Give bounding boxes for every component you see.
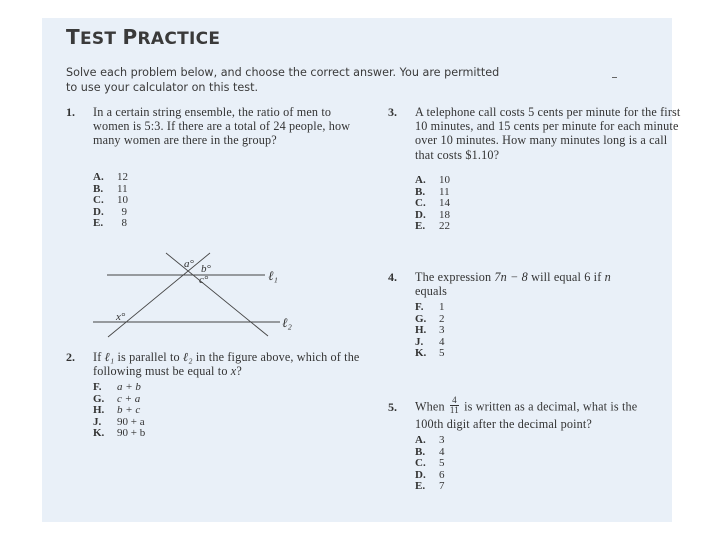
choice-e[interactable] (415, 481, 445, 493)
angle-b-label: b° (201, 263, 211, 275)
choice-label: C. (415, 197, 426, 210)
parallel-lines-figure (80, 250, 310, 345)
stray-mark (612, 77, 617, 78)
problem-question (415, 270, 635, 298)
title-rest-practice: RACTICE (137, 29, 221, 49)
fraction-4-11 (450, 396, 459, 415)
choice-label: J. (415, 335, 424, 348)
choice-label: E. (415, 220, 426, 233)
problem-5 (388, 395, 678, 508)
answer-choices (415, 175, 450, 233)
answer-choices (93, 382, 145, 440)
choice-label: D. (93, 205, 104, 218)
line-2-label: ℓ₂ (282, 315, 292, 330)
choice-value: 7 (439, 480, 445, 493)
line-2-symbol: ℓ₂ (183, 350, 193, 364)
choice-label: K. (93, 427, 105, 440)
choice-value: 5 (439, 347, 445, 360)
choice-value: 5 (439, 457, 445, 470)
choice-value: 3 (439, 434, 445, 446)
choice-value: 8 (121, 217, 127, 230)
choice-k[interactable] (93, 428, 145, 440)
problem-number: 1. (66, 105, 75, 119)
problem-question (93, 350, 363, 378)
angle-a-label: a° (184, 258, 194, 270)
angle-x-label: x° (116, 311, 126, 323)
choice-label: C. (415, 457, 426, 470)
instructions: Solve each problem below, and choose the correct answer. You are permitted to use your calculator on this test. (66, 66, 500, 94)
problem-2 (66, 350, 360, 450)
choice-a[interactable] (93, 172, 127, 184)
choice-value: b + c (117, 404, 141, 417)
choice-k[interactable] (415, 348, 445, 360)
choice-value: 4 (439, 335, 445, 348)
choice-value: 6 (439, 468, 445, 481)
choice-value: 4 (439, 445, 445, 458)
problem-number: 2. (66, 350, 75, 364)
problem-4 (388, 270, 678, 370)
choice-label: H. (415, 324, 427, 337)
choice-value: 90 + a (117, 415, 145, 428)
choice-value: 22 (439, 220, 450, 233)
choice-label: E. (93, 217, 104, 230)
choice-label: B. (415, 445, 426, 458)
choice-label: H. (93, 404, 105, 417)
choice-label: B. (415, 185, 426, 198)
choice-a[interactable] (415, 435, 445, 447)
question-text: in the figure above, which of the following must be equal to (93, 350, 360, 379)
angle-c-label: c° (199, 274, 209, 286)
choice-f[interactable] (93, 382, 145, 394)
question-text: is parallel to (114, 350, 183, 364)
line-1-label: ℓ₁ (268, 268, 278, 283)
choice-value: 3 (439, 324, 445, 337)
question-text: will equal 6 if (527, 270, 605, 284)
answer-choices (415, 302, 445, 360)
line-1-symbol: ℓ₁ (104, 350, 115, 364)
choice-value: 9 (121, 205, 127, 218)
question-text: ? (236, 364, 242, 379)
choice-f[interactable] (415, 302, 445, 314)
fraction-denominator: 11 (449, 405, 459, 415)
choice-label: C. (93, 194, 104, 207)
choice-label: A. (415, 174, 426, 186)
problem-3 (388, 105, 688, 245)
choice-value: a + b (117, 381, 141, 393)
choice-value: 14 (439, 197, 450, 210)
choice-e[interactable] (415, 221, 450, 233)
page-title (66, 25, 220, 49)
choice-value: 10 (439, 174, 450, 186)
question-text: When (415, 399, 448, 414)
problem-question: In a certain string ensemble, the ratio of men to women is 5:3. If there are a total of 24 people, how many women are there in the group? (93, 105, 351, 148)
transversal-diagram (80, 250, 310, 345)
variable-n: n (604, 270, 611, 284)
choice-value: 18 (439, 208, 450, 221)
choice-value: c + a (117, 392, 141, 405)
variable-x: x (230, 364, 237, 379)
choice-label: E. (415, 480, 426, 493)
question-text: is written as a decimal, what is the 100th digit after the decimal point? (415, 399, 638, 431)
problem-1 (66, 105, 356, 235)
choice-value: 11 (439, 185, 450, 198)
choice-value: 10 (117, 194, 128, 207)
choice-e[interactable] (93, 218, 127, 230)
expression: 7n − 8 (494, 270, 528, 284)
choice-value: 11 (117, 182, 128, 195)
choice-value: 90 + b (117, 427, 146, 440)
choice-label: J. (93, 415, 102, 428)
choice-value: 1 (439, 301, 445, 313)
choice-label: F. (415, 301, 424, 313)
choice-label: D. (415, 208, 426, 221)
choice-label: D. (415, 468, 426, 481)
answer-choices (93, 172, 127, 230)
choice-label: A. (415, 434, 426, 446)
choice-label: G. (415, 312, 427, 325)
title-rest-test: EST (79, 29, 123, 49)
problem-question: A telephone call costs 5 cents per minute for the first 10 minutes, and 15 cents per minute for each minute over 10 minutes. How many minutes long is a call that costs $1.10? (415, 105, 681, 162)
question-text: The expression (415, 270, 495, 284)
choice-label: F. (93, 381, 102, 393)
choice-a[interactable] (415, 175, 450, 187)
title-initial-p: P (122, 25, 138, 49)
choice-value: 2 (439, 312, 445, 325)
choice-value: 12 (117, 171, 128, 183)
fraction-numerator: 4 (450, 396, 459, 406)
problem-number: 3. (388, 105, 397, 119)
choice-label: G. (93, 392, 105, 405)
problem-number: 4. (388, 270, 397, 284)
question-text: equals (415, 284, 448, 299)
choice-label: B. (93, 182, 104, 195)
choice-label: K. (415, 347, 427, 360)
choice-label: A. (93, 171, 104, 183)
problem-question (415, 395, 665, 433)
question-text: If (93, 350, 105, 364)
title-initial-t: T (66, 25, 80, 49)
answer-choices (415, 435, 445, 493)
problem-number: 5. (388, 400, 397, 414)
